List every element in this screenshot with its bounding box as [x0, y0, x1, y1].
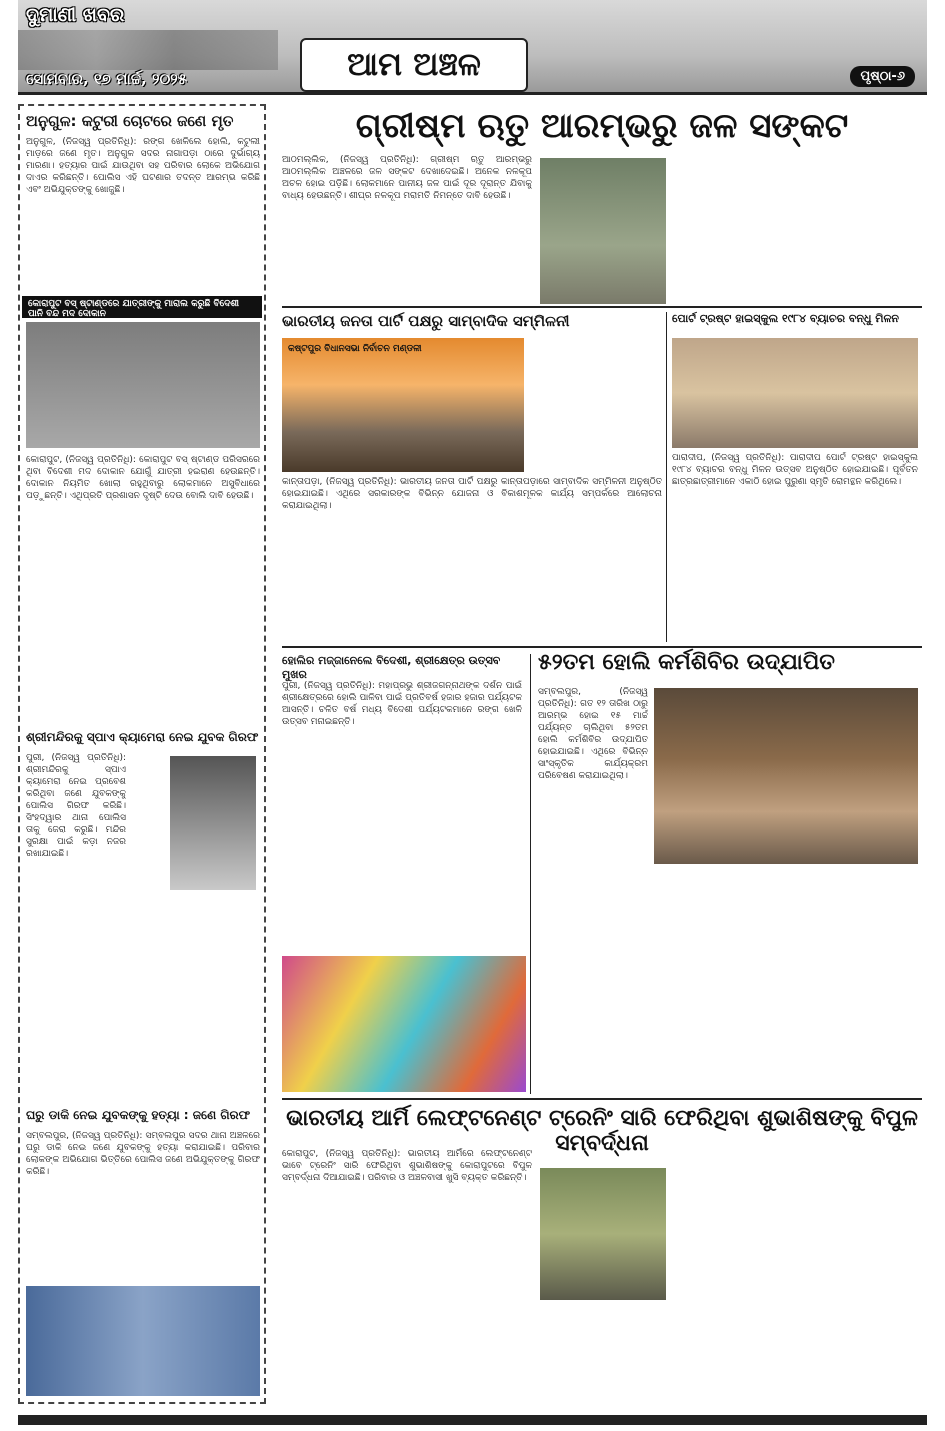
story-angul-body: ଅନୁଗୁଳ, (ନିଜସ୍ୱ ପ୍ରତିନିଧି): ରଙ୍ଗ ଖେଳିଲେ ହୋଲି, କଟୁଲୀ ମାଡ଼ରେ ଜଣେ ମୃତ। ଅନୁଗୁଳ ସଦର ନାଗାପଡ଼ା ଠାରେ ଦୁର୍ଭାଗ୍ୟ ମାରଣା। ହତ୍ୟାର ପାଇଁ ଯାଉଥିବା ସହ ପରିବାର ଲୋକେ ଅଭିଯୋଗ ଦାଏର କରିଛନ୍ତି। ପୋଲିସ ଏହି ଘଟଣାର ତଦନ୍ତ ଆରମ୍ଭ କରିଛି ଏବଂ ଅଭିଯୁକ୍ତଙ୍କୁ ଖୋଜୁଛି। — [26, 137, 260, 195]
story-puri-camera-continued — [26, 908, 260, 1100]
rule-2 — [282, 646, 922, 648]
holi-camp-dance-photo — [654, 688, 918, 864]
section-title: ଆମ ଅଞ୍ଚଳ — [300, 38, 528, 92]
water-tubewell-photo — [540, 158, 666, 304]
article-army-headline: ଭାରତୀୟ ଆର୍ମି ଲେଫ୍ଟନେଣ୍ଟ ଟ୍ରେନିଂ ସାରି ଫେରିଥିବା ଶୁଭାଶିଷଙ୍କୁ ବିପୁଳ ସମ୍ବର୍ଦ୍ଧନା — [286, 1106, 918, 1156]
article-holi-puri-headline: ହୋଲିର ମଜ୍ଜାନେଲେ ବିଦେଶୀ, ଶ୍ରୀକ୍ଷେତ୍ର ଉତ୍ସବ ମୁଖର — [282, 654, 501, 681]
divider-2 — [530, 654, 531, 1094]
article-reunion-headline: ପୋର୍ଟ ଟ୍ରଷ୍ଟ ହାଇସ୍କୁଲ ୧୯୮୪ ବ୍ୟାଚର ବନ୍ଧୁ ମିଳନ — [672, 312, 900, 325]
holi-foreigners-photo — [282, 956, 526, 1092]
story-murder-headline: ଘରୁ ଡାକି ନେଇ ଯୁବକଙ୍କୁ ହତ୍ୟା : ଜଣେ ଗିରଫ — [26, 1108, 251, 1122]
article-army-body: କୋରାପୁଟ, (ନିଜସ୍ୱ ପ୍ରତିନିଧି): ଭାରତୀୟ ଆର୍ମିରେ ଲେଫ୍ଟନେଣ୍ଟ ଭାବେ ଟ୍ରେନିଂ ସାରି ଫେରିଥିବା ଶୁଭାଶିଷଙ୍କୁ କୋରାପୁଟରେ ବିପୁଳ ସମ୍ବର୍ଦ୍ଧନା ଦିଆଯାଇଛି। ପରିବାର ଓ ଅଞ୍ଚଳବାସୀ ଖୁସି ବ୍ୟକ୍ତ କରିଛନ୍ତି। — [282, 1149, 532, 1183]
story-koraput-headline: କୋରାପୁଟ ବସ୍ ଷ୍ଟାଣ୍ଡରେ ଯାତ୍ରୀଙ୍କୁ ମାରାଲ କରୁଛି ବିଦେଶୀ ପାନି ବନ୍ଦ ମଦ ଦୋକାନ — [22, 296, 262, 318]
arrested-youth-photo — [170, 756, 256, 890]
article-water-crisis-body: ଆଠମଲ୍ଲିକ, (ନିଜସ୍ୱ ପ୍ରତିନିଧି): ଗ୍ରୀଷ୍ମ ଋତୁ ଆରମ୍ଭରୁ ଆଠମଲ୍ଲିକ ଅଞ୍ଚଳରେ ଜଳ ସଙ୍କଟ ଦେଖାଦେଇଛି। ଅନେକ ନଳକୂପ ଅଚଳ ହୋଇ ପଡ଼ିଛି। ଲୋକମାନେ ପାନୀୟ ଜଳ ପାଇଁ ଦୂର ଦୂରାନ୍ତ ଯିବାକୁ ବାଧ୍ୟ ହେଉଛନ୍ତି। ଶୀଘ୍ର ନଳକୂପ ମରାମତି ନିମନ୍ତେ ଦାବି ହେଉଛି। — [282, 155, 532, 201]
article-army-body-b — [538, 1304, 668, 1404]
masthead-skyline — [18, 30, 278, 70]
reunion-photo — [672, 338, 918, 448]
article-army-continued — [672, 1148, 920, 1404]
rule-1 — [282, 306, 922, 308]
story-puri-camera-headline: ଶ୍ରୀମନ୍ଦିରକୁ ସ୍ପାଏ କ୍ୟାମେରା ନେଇ ଯୁବକ ଗିରଫ — [26, 730, 259, 744]
masthead — [18, 0, 927, 95]
issue-date: ସୋମବାର, ୧୭ ମାର୍ଚ୍ଚ, ୨୦୨୫ — [26, 70, 188, 88]
divider-1 — [666, 312, 667, 642]
story-murder-body: ସମ୍ବଲପୁର, (ନିଜସ୍ୱ ପ୍ରତିନିଧି): ସମ୍ବଲପୁର ସଦର ଥାନା ଅଞ୍ଚଳରେ ଘରୁ ଡାକି ନେଇ ଜଣେ ଯୁବକଙ୍କୁ ହତ୍ୟା କରାଯାଇଛି। ପରିବାର ଲୋକଙ୍କ ଅଭିଯୋଗ ଭିତ୍ତିରେ ପୋଲିସ ଜଣେ ଅଭିଯୁକ୍ତଙ୍କୁ ଗିରଫ କରିଛି। — [26, 1131, 260, 1177]
bottom-rule — [18, 1415, 927, 1425]
article-holi-camp-body: ସମ୍ବଲପୁର, (ନିଜସ୍ୱ ପ୍ରତିନିଧି): ଗତ ୧୨ ତାରିଖ ଠାରୁ ଆରମ୍ଭ ହୋଇ ୧୫ ମାର୍ଚ୍ଚ ପର୍ଯ୍ୟନ୍ତ ଚାଲିଥିବା ୫୨ତମ ହୋଲି କର୍ମଶିବିର ଉଦ୍ଯାପିତ ହୋଇଯାଇଛି। ଏଥିରେ ବିଭିନ୍ନ ସାଂସ୍କୃତିକ କାର୍ଯ୍ୟକ୍ରମ ପରିବେଷଣ କରାଯାଇଥିଲା। — [538, 687, 648, 781]
article-reunion-body: ପାରାଦୀପ, (ନିଜସ୍ୱ ପ୍ରତିନିଧି): ପାରାଦୀପ ପୋର୍ଟ ଟ୍ରଷ୍ଟ ହାଇସ୍କୁଲ ୧୯୮୪ ବ୍ୟାଚର ବନ୍ଧୁ ମିଳନ ଉତ୍ସବ ଅନୁଷ୍ଠିତ ହୋଇଯାଇଛି। ପୂର୍ବତନ ଛାତ୍ରଛାତ୍ରୀମାନେ ଏକାଠି ହୋଇ ପୁରୁଣା ସ୍ମୃତି ରୋମନ୍ଥନ କରିଥିଲେ। — [672, 453, 918, 487]
article-bjp-body: କାନ୍ତାପଡ଼ା, (ନିଜସ୍ୱ ପ୍ରତିନିଧି): ଭାରତୀୟ ଜନତା ପାର୍ଟି ପକ୍ଷରୁ କାନ୍ତାପଡ଼ାରେ ସାମ୍ବାଦିକ ସମ୍ମିଳନୀ ଅନୁଷ୍ଠିତ ହୋଇଯାଇଛି। ଏଥିରେ ସରକାରଙ୍କ ବିଭିନ୍ନ ଯୋଜନା ଓ ବିକାଶମୂଳକ କାର୍ଯ୍ୟ ସମ୍ପର୍କରେ ଆଲୋଚନା କରାଯାଇଥିଲା। — [282, 477, 662, 511]
left-column — [18, 104, 266, 1404]
article-bjp-body-a — [530, 338, 660, 472]
article-bjp-headline: ଭାରତୀୟ ଜନତା ପାର୍ଟି ପକ୍ଷରୁ ସାମ୍ବାଦିକ ସମ୍ମିଳନୀ — [282, 312, 570, 330]
page-number: ପୃଷ୍ଠା-୬ — [850, 66, 915, 87]
army-family-photo — [540, 1168, 666, 1300]
brand-name: ଦୁମାଣୀ ଖବର — [26, 4, 125, 26]
article-water-crisis-continued — [672, 154, 920, 304]
story-angul-headline: ଅନୁଗୁଳ: କଟୁରୀ ଚୋଟରେ ଜଣେ ମୃତ — [26, 112, 234, 130]
koraput-liquor-shop-photo — [26, 322, 260, 448]
bjp-press-meet-photo — [282, 338, 524, 472]
bjp-banner-text: କଷ୍ଟପୁର ବିଧାନସଭା ନିର୍ବାଚନ ମଣ୍ଡଳୀ — [288, 344, 422, 354]
article-holi-camp-continued — [538, 872, 918, 1094]
article-water-crisis-headline: ଗ୍ରୀଷ୍ମ ଋତୁ ଆରମ୍ଭରୁ ଜଳ ସଙ୍କଟ — [355, 106, 849, 146]
victim-photo — [26, 1286, 260, 1396]
story-koraput-body: କୋରାପୁଟ, (ନିଜସ୍ୱ ପ୍ରତିନିଧି): କୋରାପୁଟ ବସ୍ ଷ୍ଟାଣ୍ଡ ପରିସରରେ ଥିବା ବିଦେଶୀ ମଦ ଦୋକାନ ଯୋଗୁଁ ଯାତ୍ରୀ ହଇରାଣ ହେଉଛନ୍ତି। ଦୋକାନ ନିୟମିତ ଖୋଲା ରହୁଥିବାରୁ ଲୋକମାନେ ଅସୁବିଧାରେ ପଡ଼ୁଛନ୍ତି। ଏଥିପ୍ରତି ପ୍ରଶାସନ ଦୃଷ୍ଟି ଦେଉ ବୋଲି ଦାବି ହେଉଛି। — [26, 455, 260, 501]
article-holi-camp-headline: ୫୨ତମ ହୋଲି କର୍ମଶିବିର ଉଦ୍ଯାପିତ — [538, 650, 835, 675]
rule-3 — [282, 1098, 922, 1100]
article-holi-puri-body: ପୁରୀ, (ନିଜସ୍ୱ ପ୍ରତିନିଧି): ମହାପ୍ରଭୁ ଶ୍ରୀଜଗନ୍ନାଥଙ୍କ ଦର୍ଶନ ପାଇଁ ଶ୍ରୀକ୍ଷେତ୍ରରେ ହୋଲି ପାଳିବା ପାଇଁ ପ୍ରତିବର୍ଷ ହଜାର ହଜାର ପର୍ଯ୍ୟଟକ ଆସନ୍ତି। ଚଳିତ ବର୍ଷ ମଧ୍ୟ ବିଦେଶୀ ପର୍ଯ୍ୟଟକମାନେ ରଙ୍ଗ ଖେଳି ଉତ୍ସବ ମନାଇଛନ୍ତି। — [282, 681, 522, 727]
story-puri-camera-body: ପୁରୀ, (ନିଜସ୍ୱ ପ୍ରତିନିଧି): ଶ୍ରୀମନ୍ଦିରକୁ ସ୍ପାଏ କ୍ୟାମେରା ନେଇ ପ୍ରବେଶ କରିଥିବା ଜଣେ ଯୁବକଙ୍କୁ ପୋଲିସ ଗିରଫ କରିଛି। ସିଂହଦ୍ୱାର ଥାନା ପୋଲିସ ତାକୁ ଜେରା କରୁଛି। ମନ୍ଦିର ସୁରକ୍ଷା ପାଇଁ କଡ଼ା ନଜର ରଖାଯାଇଛି। — [26, 753, 126, 859]
